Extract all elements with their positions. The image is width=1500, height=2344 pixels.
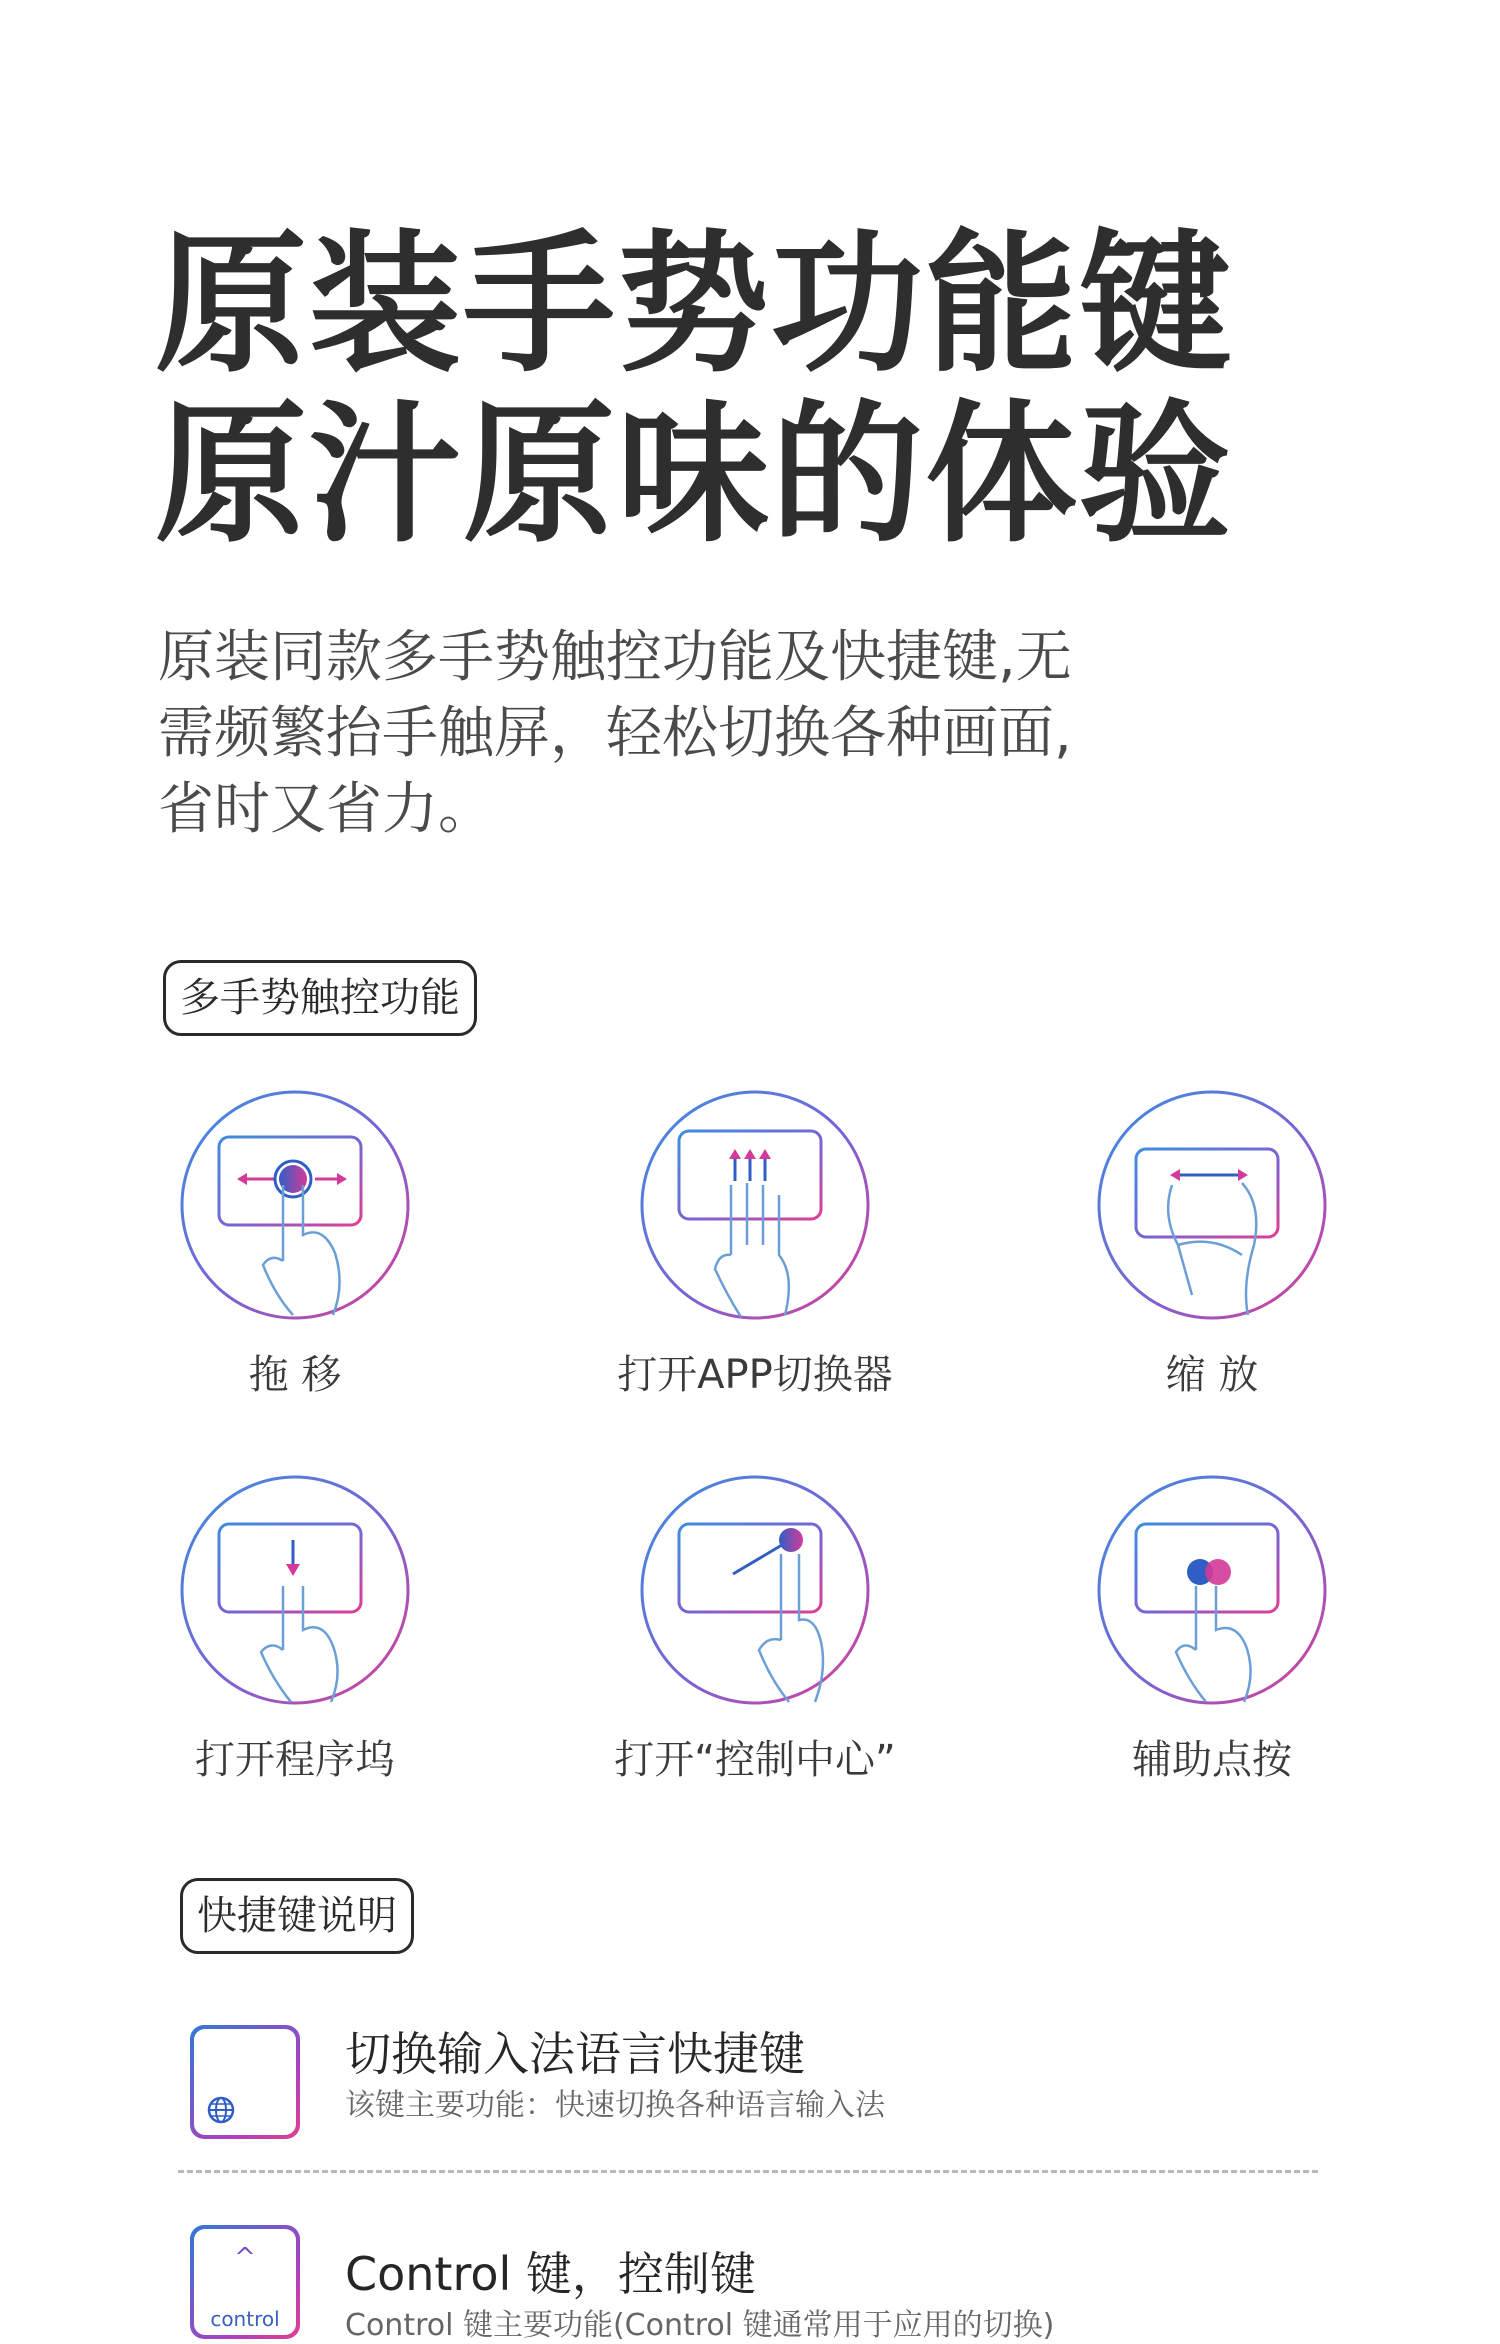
input-language-key bbox=[190, 2025, 300, 2139]
gesture-item-control-center bbox=[605, 1470, 905, 1785]
control-caret: ^ bbox=[234, 2243, 256, 2273]
description-line-2: 需频繁抬手触屏，轻松切换各种画面, bbox=[158, 701, 1072, 766]
description-line-3: 省时又省力。 bbox=[158, 777, 494, 842]
app-switcher-gesture-icon bbox=[635, 1085, 875, 1325]
gesture-label-dock: 打开程序坞 bbox=[195, 1737, 395, 1783]
dashed-divider bbox=[178, 2170, 1318, 2173]
control-key-label: control bbox=[210, 2307, 280, 2331]
secondary-click-gesture-icon bbox=[1092, 1470, 1332, 1710]
gesture-item-app-switcher bbox=[605, 1085, 905, 1400]
headline-line-1: 原装手势功能键 bbox=[155, 216, 1233, 393]
gestures-section-title: 多手势触控功能 bbox=[163, 960, 477, 1036]
gesture-item-dock bbox=[145, 1470, 445, 1785]
shortcut-title-input-language: 切换输入法语言快捷键 bbox=[345, 2027, 805, 2081]
drag-gesture-icon bbox=[175, 1085, 415, 1325]
gesture-item-secondary-click bbox=[1062, 1470, 1362, 1785]
description bbox=[158, 620, 1338, 848]
gesture-label-secondary-click: 辅助点按 bbox=[1132, 1737, 1292, 1783]
gesture-item-drag bbox=[145, 1085, 445, 1400]
globe-icon bbox=[206, 2095, 236, 2125]
gesture-label-drag: 拖 移 bbox=[248, 1352, 342, 1398]
shortcuts-section-title: 快捷键说明 bbox=[180, 1878, 414, 1954]
gesture-label-control-center: 打开“控制中心” bbox=[614, 1737, 896, 1783]
gesture-item-zoom bbox=[1062, 1085, 1362, 1400]
gesture-label-zoom: 缩 放 bbox=[1165, 1352, 1259, 1398]
headline-line-2: 原汁原味的体验 bbox=[155, 386, 1233, 563]
zoom-gesture-icon bbox=[1092, 1085, 1332, 1325]
shortcut-desc-control: Control 键主要功能(Control 键通常用于应用的切换) bbox=[345, 2308, 1055, 2343]
gesture-label-app-switcher: 打开APP切换器 bbox=[617, 1352, 893, 1398]
description-line-1: 原装同款多手势触控功能及快捷键,无 bbox=[158, 625, 1072, 690]
shortcut-desc-input-language: 该键主要功能：快速切换各种语言输入法 bbox=[345, 2088, 885, 2123]
headline bbox=[155, 216, 1233, 563]
shortcut-title-control: Control 键，控制键 bbox=[345, 2247, 756, 2301]
dock-gesture-icon bbox=[175, 1470, 415, 1710]
control-center-gesture-icon bbox=[635, 1470, 875, 1710]
